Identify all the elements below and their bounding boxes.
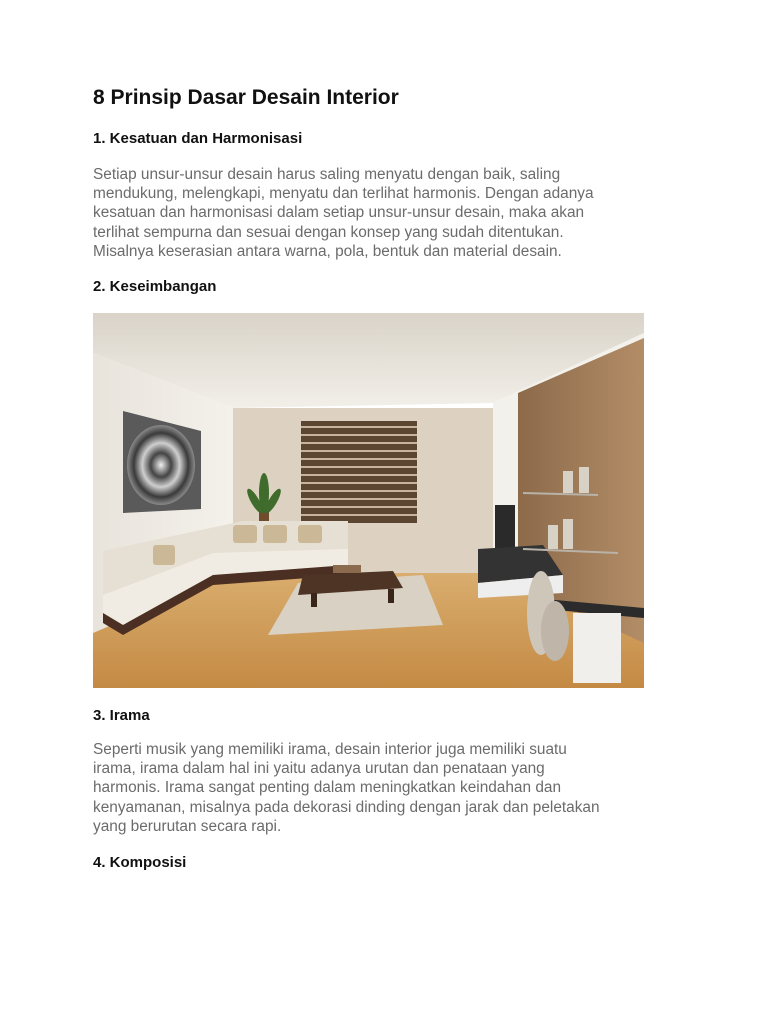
section-heading-irama: 3. Irama	[93, 707, 150, 724]
document-title: 8 Prinsip Dasar Desain Interior	[93, 86, 399, 109]
paragraph-line: terlihat sempurna dan sesuai dengan konsep yang sudah ditentukan.	[93, 223, 564, 241]
paragraph-line: yang berurutan secara rapi.	[93, 817, 282, 835]
paragraph-line: irama, irama dalam hal ini yaitu adanya urutan dan penataan yang	[93, 760, 545, 778]
living-room-photo	[93, 313, 644, 688]
paragraph-kesatuan	[93, 165, 683, 261]
section-heading-kesatuan: 1. Kesatuan dan Harmonisasi	[93, 130, 303, 147]
paragraph-irama	[93, 740, 683, 836]
paragraph-line: harmonis. Irama sangat penting dalam meningkatkan keindahan dan	[93, 779, 562, 797]
paragraph-line: Setiap unsur-unsur desain harus saling menyatu dengan baik, saling	[93, 166, 561, 183]
paragraph-line: mendukung, melengkapi, menyatu dan terlihat harmonis. Dengan adanya	[93, 185, 594, 203]
paragraph-line: Seperti musik yang memiliki irama, desain interior juga memiliki suatu	[93, 741, 567, 758]
section-heading-keseimbangan: 2. Keseimbangan	[93, 278, 217, 295]
paragraph-line: kesatuan dan harmonisasi dalam setiap unsur-unsur desain, maka akan	[93, 204, 585, 222]
paragraph-line: Misalnya keserasian antara warna, pola, bentuk dan material desain.	[93, 242, 562, 260]
paragraph-line: kenyamanan, misalnya pada dekorasi dinding dengan jarak dan peletakan	[93, 798, 600, 816]
section-heading-komposisi: 4. Komposisi	[93, 854, 187, 871]
